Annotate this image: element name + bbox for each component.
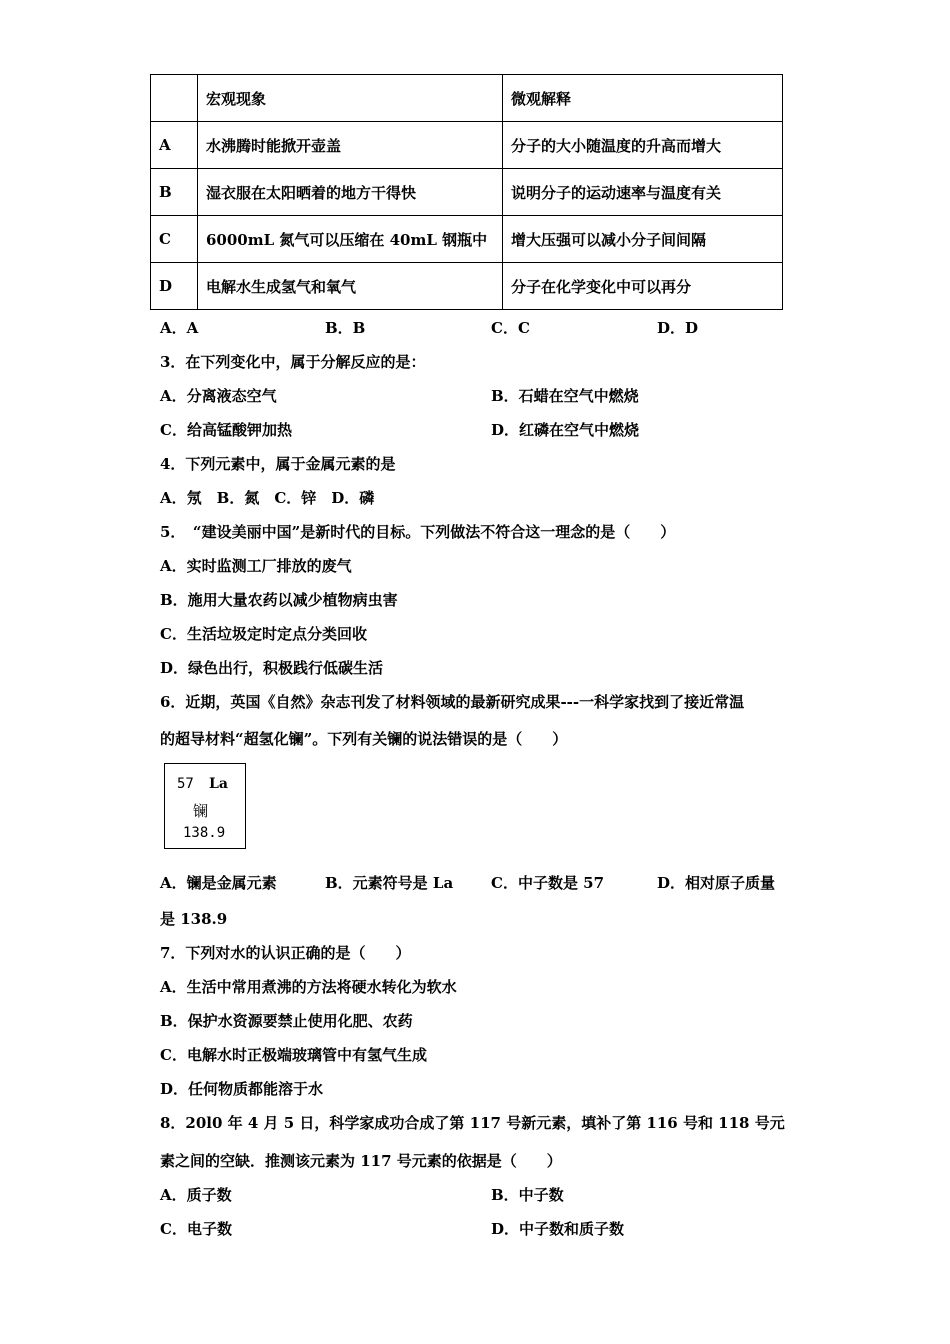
table-cell: 分子的大小随温度的升高而增大 — [503, 122, 783, 169]
element-card-lanthanum — [164, 763, 246, 849]
table-cell — [151, 75, 198, 122]
q3-option-b: B．石蜡在空气中燃烧 — [491, 387, 639, 405]
atomic-number: 57 — [177, 776, 194, 792]
q6-stem-line1: 6．近期，英国《自然》杂志刊发了材料领域的最新研究成果---一科学家找到了接近常温 — [160, 693, 745, 711]
q6-option-d: D．相对原子质量 — [657, 874, 776, 892]
table-header-micro: 微观解释 — [503, 75, 783, 122]
q7-stem: 7．下列对水的认识正确的是（ ） — [160, 944, 411, 962]
q8-option-b: B．中子数 — [491, 1186, 564, 1204]
q4-stem: 4．下列元素中，属于金属元素的是 — [160, 455, 396, 473]
q3-option-c: C．给高锰酸钾加热 — [160, 421, 292, 439]
q6-option-b: B．元素符号是 La — [325, 874, 454, 892]
table-row — [151, 216, 783, 263]
table-cell: 分子在化学变化中可以再分 — [503, 263, 783, 310]
q8-stem-line1: 8．20l0 年 4 月 5 日，科学家成功合成了第 117 号新元素，填补了第 116 号和 118 号元 — [160, 1114, 785, 1132]
table-row — [151, 263, 783, 310]
q7-option-b: B．保护水资源要禁止使用化肥、农药 — [160, 1012, 413, 1030]
table-cell: 6000mL 氮气可以压缩在 40mL 钢瓶中 — [198, 216, 503, 263]
q3-option-a: A．分离液态空气 — [160, 387, 277, 405]
q5-option-d: D．绿色出行，积极践行低碳生活 — [160, 659, 384, 677]
q8-option-d: D．中子数和质子数 — [491, 1220, 625, 1238]
table-cell: 水沸腾时能掀开壶盖 — [198, 122, 503, 169]
table-cell: D — [151, 263, 198, 310]
q5-stem: 5． “建设美丽中国”是新时代的目标。下列做法不符合这一理念的是（ ） — [160, 523, 676, 541]
table-header-macro: 宏观现象 — [198, 75, 503, 122]
table-header-row — [151, 75, 783, 122]
q3-option-d: D．红磷在空气中燃烧 — [491, 421, 640, 439]
q2-option-c: C．C — [491, 319, 530, 337]
q8-option-c: C．电子数 — [160, 1220, 232, 1238]
atomic-mass: 138.9 — [183, 825, 226, 841]
table-cell: B — [151, 169, 198, 216]
q8-option-a: A．质子数 — [160, 1186, 232, 1204]
q6-option-a: A．镧是金属元素 — [160, 874, 277, 892]
q6-option-c: C．中子数是 57 — [491, 874, 605, 892]
table-row — [151, 122, 783, 169]
phenomenon-explanation-table — [150, 74, 783, 310]
q8-stem-line2: 素之间的空缺．推测该元素为 117 号元素的依据是（ ） — [160, 1152, 562, 1170]
q5-option-c: C．生活垃圾定时定点分类回收 — [160, 625, 367, 643]
element-symbol: La — [209, 776, 228, 792]
table-cell: 说明分子的运动速率与温度有关 — [503, 169, 783, 216]
q7-option-a: A．生活中常用煮沸的方法将硬水转化为软水 — [160, 978, 457, 996]
q7-option-c: C．电解水时正极端玻璃管中有氢气生成 — [160, 1046, 427, 1064]
q4-options: A．氖 B．氮 C．锌 D．磷 — [160, 489, 375, 507]
table-cell: 增大压强可以减小分子间间隔 — [503, 216, 783, 263]
table-cell: 电解水生成氢气和氧气 — [198, 263, 503, 310]
q7-option-d: D．任何物质都能溶于水 — [160, 1080, 324, 1098]
table-row — [151, 169, 783, 216]
table-cell: 湿衣服在太阳晒着的地方干得快 — [198, 169, 503, 216]
q2-option-d: D．D — [657, 319, 699, 337]
table-cell: C — [151, 216, 198, 263]
q3-stem: 3．在下列变化中，属于分解反应的是： — [160, 353, 426, 371]
q5-option-b: B．施用大量农药以减少植物病虫害 — [160, 591, 398, 609]
element-name: 镧 — [193, 802, 209, 820]
q2-option-b: B．B — [325, 319, 366, 337]
q5-option-a: A．实时监测工厂排放的废气 — [160, 557, 352, 575]
q6-option-d-continued: 是 138.9 — [160, 910, 228, 928]
q6-stem-line2: 的超导材料“超氢化镧”。下列有关镧的说法错误的是（ ） — [160, 730, 568, 748]
table-cell: A — [151, 122, 198, 169]
q2-option-a: A．A — [160, 319, 199, 337]
